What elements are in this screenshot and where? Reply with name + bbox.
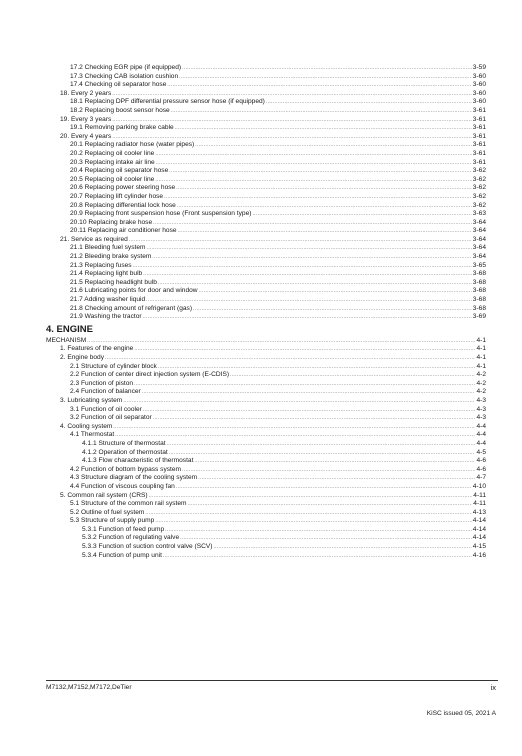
toc-entry-title: 20.6 Replacing power steering hose — [70, 184, 176, 192]
toc-entry-title: 20.7 Replacing lift cylinder hose — [70, 192, 164, 200]
toc-entry-title: 2.2 Function of center direct injection system (E-CDIS) — [70, 371, 230, 379]
dot-leader — [193, 305, 472, 314]
toc-entry-title: 21.2 Bleeding brake system — [70, 253, 152, 261]
dot-leader — [230, 371, 475, 380]
toc-entry-page: 4-4 — [476, 439, 486, 447]
toc-entry[interactable] — [46, 262, 486, 271]
toc-entry[interactable] — [46, 64, 486, 73]
dot-leader — [105, 354, 475, 363]
dot-leader — [142, 388, 476, 397]
dot-leader — [112, 116, 471, 125]
dot-leader — [158, 279, 472, 288]
dot-leader — [134, 380, 475, 389]
toc-entry-title: 4.4 Function of viscous coupling fan — [70, 482, 175, 490]
toc-entry-page: 4-4 — [476, 422, 486, 430]
dot-leader — [143, 406, 476, 415]
toc-entry[interactable] — [46, 116, 486, 125]
toc-entry-page: 3-60 — [472, 89, 486, 97]
toc-entry-page: 4-4 — [476, 431, 486, 439]
toc-entry-title: 19.1 Removing parking brake cable — [70, 124, 174, 132]
toc-entry[interactable] — [46, 449, 486, 458]
toc-entry-title: 2.3 Function of piston — [70, 379, 134, 387]
dot-leader — [198, 474, 475, 483]
toc-entry[interactable] — [46, 423, 486, 432]
toc-entry-page: 3-62 — [472, 192, 486, 200]
footer-divider — [46, 680, 498, 681]
toc-entry-page: 4-3 — [476, 414, 486, 422]
toc-entry-page: 3-60 — [472, 72, 486, 80]
toc-entry-title: 20.4 Replacing oil separator hose — [70, 167, 169, 175]
dot-leader — [133, 262, 472, 271]
dot-leader — [155, 150, 471, 159]
dot-leader — [147, 244, 472, 253]
toc-entry[interactable] — [46, 253, 486, 262]
toc-entry-page: 3-64 — [472, 235, 486, 243]
toc-entry-title: 17.3 Checking CAB isolation cushion — [70, 72, 179, 80]
toc-entry-page: 4-11 — [473, 500, 486, 508]
dot-leader — [112, 90, 471, 99]
dot-leader — [158, 363, 476, 372]
toc-entry-page: 3-59 — [472, 64, 486, 71]
toc-entry[interactable] — [46, 219, 486, 228]
toc-entry-page: 3-64 — [472, 227, 486, 235]
toc-entry-title: 4.3 Structure diagram of the cooling system — [70, 474, 198, 482]
toc-entry[interactable] — [46, 81, 486, 90]
toc-entry-page: 4-14 — [472, 517, 486, 525]
toc-entry[interactable] — [46, 483, 486, 492]
dot-leader — [266, 98, 472, 107]
toc-entry[interactable] — [46, 244, 486, 253]
toc-entry[interactable] — [46, 388, 486, 397]
toc-entry-title: 20.3 Replacing intake air line — [70, 158, 155, 166]
toc-entry[interactable] — [46, 210, 486, 219]
toc-entry[interactable] — [46, 492, 486, 501]
toc-entry-page: 4-16 — [472, 551, 486, 559]
toc-entry-page: 3-61 — [472, 149, 486, 157]
dot-leader — [143, 313, 472, 322]
toc-entry-page: 3-68 — [472, 278, 486, 286]
toc-entry-title: 21.5 Replacing headlight bulb — [70, 278, 157, 286]
toc-entry-page: 4-2 — [476, 371, 486, 379]
toc-entry-title: 19. Every 3 years — [60, 115, 112, 123]
toc-entry-title: 4. Cooling system — [60, 422, 113, 430]
toc-entry-title: 20.1 Replacing radiator hose (water pipes) — [70, 141, 195, 149]
toc-entry[interactable] — [46, 466, 486, 475]
dot-leader — [179, 73, 472, 82]
dot-leader — [169, 167, 472, 176]
toc-entry-page: 4-3 — [476, 405, 486, 413]
dot-leader — [165, 526, 472, 535]
toc-entry-title: 18. Every 2 years — [60, 89, 112, 97]
toc-entry-page: 4-1 — [476, 354, 486, 361]
toc-entry-title: 2.4 Function of balancer — [70, 388, 141, 396]
toc-entry-page: 3-62 — [472, 184, 486, 192]
footer-page-number: ix — [490, 683, 496, 692]
toc-entry-page: 4-11 — [473, 491, 486, 499]
toc-entry-page: 3-62 — [472, 167, 486, 175]
toc-entry[interactable] — [46, 90, 486, 99]
toc-entry-title: 5.3.1 Function of feed pump — [82, 525, 165, 533]
dot-leader — [153, 414, 476, 423]
toc-entry-title: 21.3 Replacing fuses — [70, 261, 132, 269]
dot-leader — [156, 159, 472, 168]
dot-leader — [115, 431, 475, 440]
toc-entry-title: 21. Service as required — [60, 235, 128, 243]
toc-entry-title: 5. Common rail system (CRS) — [60, 491, 148, 499]
toc-entry[interactable] — [46, 270, 486, 279]
toc-entry-title: 5.3.4 Function of pump unit — [82, 551, 162, 559]
dot-leader — [146, 296, 472, 305]
toc-entry-title: 20.5 Replacing oil cooler line — [70, 175, 155, 183]
dot-leader — [252, 210, 471, 219]
toc-entry-page: 4-6 — [476, 465, 486, 473]
toc-entry-page: 3-62 — [472, 175, 486, 183]
toc-entry[interactable] — [46, 159, 486, 168]
toc-entry[interactable] — [46, 414, 486, 423]
dot-leader — [178, 227, 472, 236]
dot-leader — [213, 543, 471, 552]
toc-entry[interactable] — [46, 517, 486, 526]
toc-entry-page: 4-1 — [476, 336, 486, 344]
toc-entry[interactable] — [46, 440, 486, 449]
toc-entry-page: 3-68 — [472, 296, 486, 304]
toc-entry-title: 21.4 Replacing light bulb — [70, 270, 143, 278]
toc-entry-page: 3-61 — [472, 141, 486, 149]
toc-entry-page: 4-3 — [476, 396, 486, 404]
toc-entry-title: 5.2 Outline of fuel system — [70, 508, 145, 516]
dot-leader — [175, 124, 472, 133]
toc-entry-page: 3-62 — [472, 201, 486, 209]
toc-entry-title: 3.1 Function of oil cooler — [70, 405, 142, 413]
toc-entry[interactable] — [46, 124, 486, 133]
toc-entry-page: 4-15 — [472, 543, 486, 551]
toc-entry-page: 3-60 — [472, 81, 486, 89]
dot-leader — [123, 397, 475, 406]
toc-entry-page: 4-2 — [476, 379, 486, 387]
dot-leader — [167, 81, 471, 90]
toc-entry-page: 4-1 — [476, 345, 486, 353]
toc-entry-page: 3-69 — [472, 313, 486, 321]
toc-entry-title: 20.8 Replacing differential lock hose — [70, 201, 176, 209]
toc-entry[interactable] — [46, 380, 486, 389]
toc-entry[interactable] — [46, 552, 486, 561]
toc-entry-page: 3-63 — [472, 210, 486, 218]
toc-entry-page: 4-6 — [476, 457, 486, 465]
toc-entry-page: 3-61 — [472, 124, 486, 132]
toc-entry[interactable] — [46, 296, 486, 305]
toc-entry[interactable] — [46, 363, 486, 372]
toc-entry-page: 4-14 — [472, 534, 486, 542]
dot-leader — [169, 449, 476, 458]
toc-entry-title: 5.3.2 Function of regulating valve — [82, 534, 180, 542]
toc-entry-title: 21.1 Bleeding fuel system — [70, 244, 146, 252]
toc-entry[interactable] — [46, 397, 486, 406]
toc-entry-page: 4-10 — [472, 482, 486, 490]
toc-entry[interactable] — [46, 313, 486, 322]
dot-leader — [163, 552, 472, 561]
toc-entry[interactable] — [46, 406, 486, 415]
toc-entry[interactable] — [46, 345, 486, 354]
toc-entry[interactable] — [46, 193, 486, 202]
toc-entry-title: 20.11 Replacing air conditioner hose — [70, 227, 177, 235]
toc-entry-page: 4-7 — [476, 474, 486, 482]
toc-entry-title: 4.1.3 Flow characteristic of thermostat — [82, 457, 194, 465]
toc-entry-title: 4.1.2 Operation of thermostat — [82, 448, 168, 456]
dot-leader — [176, 483, 472, 492]
toc-entry[interactable] — [46, 133, 486, 142]
toc-entry-title: 21.9 Washing the tractor — [70, 313, 142, 321]
toc-entry[interactable] — [46, 337, 486, 346]
toc-entry-title: 5.3 Structure of supply pump — [70, 517, 155, 525]
toc-entry[interactable] — [46, 287, 486, 296]
dot-leader — [155, 176, 471, 185]
toc-entry-page: 3-64 — [472, 244, 486, 252]
section-heading: 4. ENGINE — [46, 323, 93, 335]
toc-entry-title: 3.2 Function of oil separator — [70, 414, 152, 422]
toc-entry[interactable] — [46, 457, 486, 466]
toc-entry[interactable] — [46, 354, 486, 363]
toc-entry-title: 4.1.1 Structure of thermostat — [82, 439, 166, 447]
toc-entry[interactable] — [46, 371, 486, 380]
toc-entry[interactable] — [46, 534, 486, 543]
toc-entry-title: 4.1 Thermostat — [70, 431, 115, 439]
toc-entry[interactable] — [46, 150, 486, 159]
toc-entry[interactable] — [46, 141, 486, 150]
toc-entry[interactable] — [46, 279, 486, 288]
toc-entry-page: 4-2 — [476, 388, 486, 396]
toc-entry[interactable] — [46, 509, 486, 518]
toc-entry[interactable] — [46, 236, 486, 245]
toc-entry-page: 3-64 — [472, 218, 486, 226]
dot-leader — [152, 253, 471, 262]
toc-entry-title: 4.2 Function of bottom bypass system — [70, 465, 182, 473]
toc-entry-title: 2. Engine body — [60, 354, 104, 361]
dot-leader — [182, 466, 475, 475]
toc-entry-title: 20. Every 4 years — [60, 132, 112, 140]
dot-leader — [194, 457, 475, 466]
toc-entry[interactable] — [46, 202, 486, 211]
dot-leader — [155, 517, 471, 526]
toc-entry[interactable] — [46, 176, 486, 185]
table-of-contents — [46, 64, 486, 560]
toc-entry-page: 3-65 — [472, 261, 486, 269]
toc-entry[interactable] — [46, 107, 486, 116]
toc-entry-page: 3-68 — [472, 304, 486, 312]
toc-entry-page: 3-68 — [472, 270, 486, 278]
toc-entry-page: 4-1 — [476, 362, 486, 370]
toc-entry-title: 5.3.3 Function of suction control valve (SCV) — [82, 543, 213, 551]
toc-entry[interactable] — [46, 184, 486, 193]
toc-entry-title: 3. Lubricating system — [60, 396, 123, 404]
dot-leader — [112, 133, 471, 142]
toc-entry-page: 3-60 — [472, 98, 486, 106]
dot-leader — [177, 202, 472, 211]
toc-entry-page: 4-5 — [476, 448, 486, 456]
toc-entry-title: 17.4 Checking oil separator hose — [70, 81, 167, 89]
toc-entry[interactable] — [46, 73, 486, 82]
dot-leader — [180, 534, 472, 543]
toc-entry-page: 3-61 — [472, 132, 486, 140]
toc-entry-title: 17.2 Checking EGR pipe (if equipped) — [70, 64, 182, 71]
toc-entry-title: 20.2 Replacing oil cooler line — [70, 149, 155, 157]
toc-entry-page: 4-14 — [472, 525, 486, 533]
toc-entry-title: 2.1 Structure of cylinder block — [70, 362, 157, 370]
toc-entry[interactable] — [46, 500, 486, 509]
dot-leader — [153, 219, 472, 228]
toc-entry-page: 4-13 — [472, 508, 486, 516]
toc-entry[interactable] — [46, 543, 486, 552]
dot-leader — [195, 141, 472, 150]
toc-entry-title: 20.9 Replacing front suspension hose (Front suspension type) — [70, 210, 252, 218]
toc-entry[interactable] — [46, 305, 486, 314]
dot-leader — [113, 423, 475, 432]
toc-entry[interactable] — [46, 98, 486, 107]
dot-leader — [149, 492, 473, 501]
dot-leader — [171, 107, 472, 116]
toc-entry-title: 20.10 Replacing brake hose — [70, 218, 153, 226]
toc-entry[interactable] — [46, 227, 486, 236]
toc-entry-title: 18.1 Replacing DPF differential pressure sensor hose (if equipped) — [70, 98, 265, 106]
toc-entry[interactable] — [46, 526, 486, 535]
dot-leader — [167, 440, 476, 449]
dot-leader — [143, 270, 472, 279]
dot-leader — [199, 287, 472, 296]
toc-entry-page: 3-61 — [472, 106, 486, 114]
dot-leader — [188, 500, 473, 509]
issue-stamp: KiSC issued 05, 2021 A — [426, 710, 496, 717]
toc-entry[interactable] — [46, 167, 486, 176]
toc-entry-title: 21.6 Lubricating points for door and window — [70, 287, 198, 295]
dot-leader — [164, 193, 472, 202]
toc-entry-title: 21.7 Adding washer liquid — [70, 296, 146, 304]
toc-entry-title: 18.2 Replacing boost sensor hose — [70, 106, 170, 114]
dot-leader — [176, 184, 472, 193]
toc-entry-page: 3-61 — [472, 115, 486, 123]
toc-entry-title: 1. Features of the engine — [60, 345, 134, 353]
toc-entry-page: 3-61 — [472, 158, 486, 166]
dot-leader — [87, 337, 475, 346]
dot-leader — [129, 236, 472, 245]
footer-models: M7132,M7152,M7172,DeTier — [46, 684, 132, 691]
toc-entry-title: 5.1 Structure of the common rail system — [70, 500, 187, 508]
dot-leader — [182, 64, 472, 73]
toc-entry-title: MECHANISM — [46, 336, 87, 344]
toc-section-engine — [46, 337, 486, 560]
toc-entry[interactable] — [46, 474, 486, 483]
toc-entry-page: 3-68 — [472, 287, 486, 295]
toc-entry-page: 3-64 — [472, 253, 486, 261]
dot-leader — [134, 345, 475, 354]
toc-entry[interactable] — [46, 431, 486, 440]
toc-section-maintenance — [46, 64, 486, 322]
toc-entry-title: 21.8 Checking amount of refrigerant (gas) — [70, 304, 193, 312]
dot-leader — [145, 509, 471, 518]
